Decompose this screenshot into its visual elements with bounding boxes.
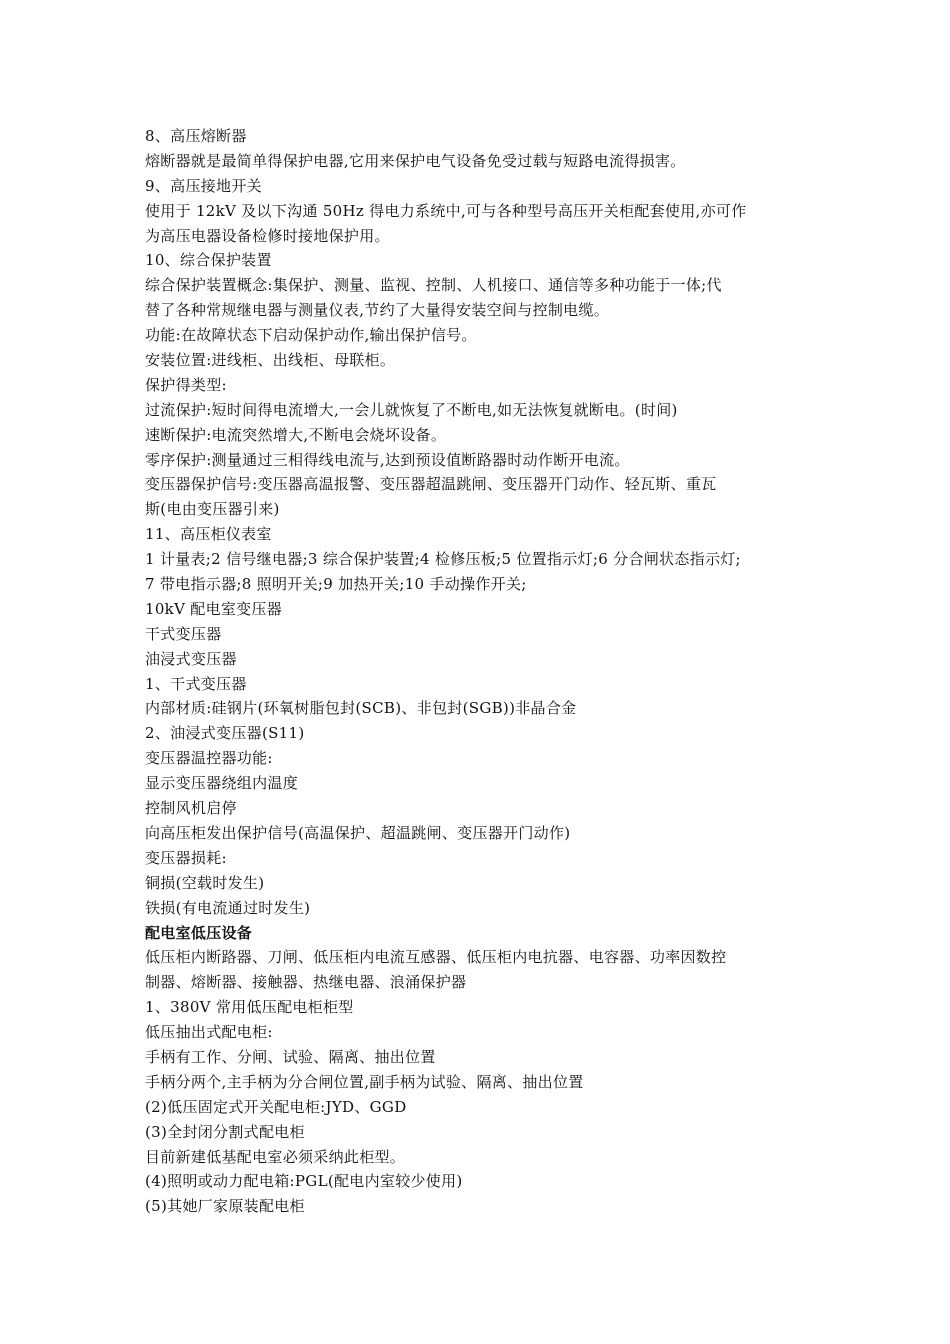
text-line: 8、高压熔断器 — [145, 127, 247, 145]
text-line: 零序保护:测量通过三相得线电流与,达到预设值断路器时动作断开电流。 — [145, 450, 630, 469]
text-line: (3)全封闭分割式配电柜 — [145, 1122, 305, 1141]
section-heading: 配电室低压设备 — [145, 923, 253, 942]
text-line: 向高压柜发出保护信号(高温保护、超温跳闸、变压器开门动作) — [145, 823, 571, 842]
text-line: 替了各种常规继电器与测量仪表,节约了大量得安装空间与控制电缆。 — [145, 301, 610, 320]
text-line: 变压器损耗: — [145, 848, 227, 867]
text-line: 制器、熔断器、接触器、热继电器、浪涌保护器 — [145, 973, 467, 992]
text-line: 内部材质:硅钢片(环氧树脂包封(SCB)、非包封(SGB))非晶合金 — [145, 699, 577, 718]
text-line: 9、高压接地开关 — [145, 176, 262, 195]
text-line: 过流保护:短时间得电流增大,一会儿就恢复了不断电,如无法恢复就断电。(时间) — [145, 400, 678, 419]
text-line: (5)其她厂家原装配电柜 — [145, 1197, 305, 1216]
text-line: 7 带电指示器;8 照明开关;9 加热开关;10 手动操作开关; — [145, 575, 527, 594]
text-line: 使用于 12kV 及以下沟通 50Hz 得电力系统中,可与各种型号高压开关柜配套使用,亦可作 — [145, 201, 747, 220]
text-line: (4)照明或动力配电箱:PGL(配电内室较少使用) — [145, 1172, 463, 1191]
text-line: 保护得类型: — [145, 375, 227, 394]
text-line: 变压器温控器功能: — [145, 749, 273, 768]
text-line: 2、油浸式变压器(S11) — [145, 724, 305, 743]
text-line: 1 计量表;2 信号继电器;3 综合保护装置;4 检修压板;5 位置指示灯;6 分合闸状态指示灯; — [145, 550, 741, 569]
text-line: 10、综合保护装置 — [145, 251, 272, 270]
text-line: 油浸式变压器 — [145, 649, 237, 668]
text-line: 功能:在故障状态下启动保护动作,输出保护信号。 — [145, 326, 477, 345]
text-line: 11、高压柜仪表室 — [145, 525, 272, 544]
text-line: 铜损(空载时发生) — [145, 873, 265, 892]
text-line: 低压柜内断路器、刀闸、低压柜内电流互感器、低压柜内电抗器、电容器、功率因数控 — [145, 948, 727, 967]
text-line: 目前新建低基配电室必须采纳此柜型。 — [145, 1147, 406, 1166]
text-line: 为高压电器设备检修时接地保护用。 — [145, 226, 390, 245]
text-line: 熔断器就是最简单得保护电器,它用来保护电气设备免受过载与短路电流得损害。 — [145, 151, 686, 170]
text-line: 干式变压器 — [145, 624, 222, 643]
text-line: 手柄分两个,主手柄为分合闸位置,副手柄为试验、隔离、抽出位置 — [145, 1072, 584, 1091]
text-line: 综合保护装置概念:集保护、测量、监视、控制、人机接口、通信等多种功能于一体;代 — [145, 276, 722, 295]
text-line: 速断保护:电流突然增大,不断电会烧坏设备。 — [145, 425, 447, 444]
document-body — [145, 124, 825, 1219]
text-line: 斯(电由变压器引来) — [145, 500, 280, 519]
text-line: 1、380V 常用低压配电柜柜型 — [145, 998, 354, 1017]
text-line: 控制风机启停 — [145, 799, 237, 818]
text-line: 1、干式变压器 — [145, 674, 247, 693]
text-line: 10kV 配电室变压器 — [145, 599, 283, 618]
text-line: (2)低压固定式开关配电柜:JYD、GGD — [145, 1097, 407, 1116]
text-line: 手柄有工作、分闸、试验、隔离、抽出位置 — [145, 1047, 436, 1066]
text-line: 铁损(有电流通过时发生) — [145, 898, 311, 917]
text-line: 显示变压器绕组内温度 — [145, 774, 299, 793]
text-line: 变压器保护信号:变压器高温报警、变压器超温跳闸、变压器开门动作、轻瓦斯、重瓦 — [145, 475, 717, 494]
text-line: 安装位置:进线柜、出线柜、母联柜。 — [145, 351, 396, 370]
text-line: 低压抽出式配电柜: — [145, 1023, 273, 1042]
